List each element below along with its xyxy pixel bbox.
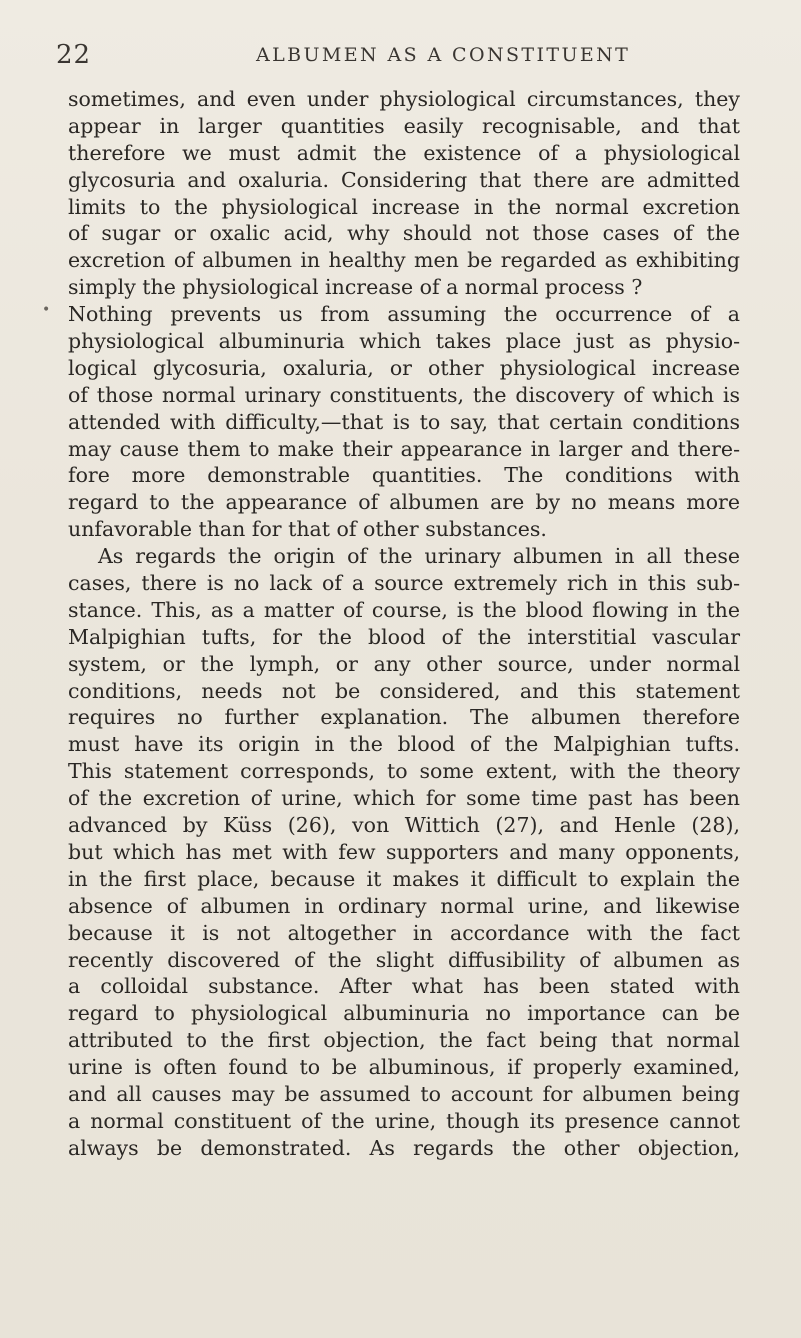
text-line: therefore we must admit the existence of a physiological — [68, 140, 740, 165]
text-line: a normal constituent of the urine, though its presence cannot — [68, 1108, 740, 1133]
text-line: conditions, needs not be considered, and this statement — [68, 678, 740, 703]
text-line: absence of albumen in ordinary normal urine, and likewise — [68, 893, 740, 918]
text-line: regard to the appearance of albumen are by no means more — [68, 490, 740, 515]
text-line: may cause them to make their appearance in larger and there- — [68, 436, 740, 461]
text-line: stance. This, as a matter of course, is the blood flowing in the — [68, 597, 740, 622]
page-number: 22 — [56, 40, 92, 70]
page-header — [0, 40, 801, 70]
text-line: regard to physiological albuminuria no importance can be — [68, 1001, 740, 1026]
body-text — [68, 86, 740, 1162]
running-head: ALBUMEN AS A CONSTITUENT — [256, 44, 631, 66]
text-line: cases, there is no lack of a source extremely rich in this sub- — [68, 571, 740, 596]
text-line: appear in larger quantities easily recognisable, and that — [68, 113, 740, 138]
text-line: must have its origin in the blood of the Malpighian tufts. — [68, 732, 740, 757]
text-line: logical glycosuria, oxaluria, or other physiological increase — [68, 355, 740, 380]
text-line: This statement corresponds, to some extent, with the theory — [68, 759, 740, 784]
text-line: a colloidal substance. After what has been stated with — [68, 974, 740, 999]
text-line: Nothing prevents us from assuming the occurrence of a — [68, 302, 740, 327]
text-line: and all causes may be assumed to account for albumen being — [68, 1081, 740, 1106]
text-line: unfavorable than for that of other substances. — [68, 517, 547, 542]
text-line: of the excretion of urine, which for some time past has been — [68, 786, 740, 811]
text-line: simply the physiological increase of a normal process ? — [68, 275, 643, 300]
text-line: Malpighian tufts, for the blood of the interstitial vascular — [68, 624, 740, 649]
text-line: because it is not altogether in accordance with the fact — [68, 920, 740, 945]
text-line: of sugar or oxalic acid, why should not those cases of the — [68, 221, 740, 246]
text-line: fore more demonstrable quantities. The conditions with — [68, 463, 740, 488]
text-line: physiological albuminuria which takes place just as physio- — [68, 329, 740, 354]
text-line: glycosuria and oxaluria. Considering that there are admitted — [68, 167, 740, 192]
text-line: of those normal urinary constituents, the discovery of which is — [68, 382, 740, 407]
text-line: but which has met with few supporters and many opponents, — [68, 839, 740, 864]
text-line: advanced by Küss (26), von Wittich (27), and Henle (28), — [68, 813, 740, 838]
text-line: attributed to the first objection, the fact being that normal — [68, 1028, 740, 1053]
text-line: excretion of albumen in healthy men be regarded as exhibiting — [68, 248, 740, 273]
text-line: attended with difficulty,—that is to say, that certain conditions — [68, 409, 740, 434]
text-line: urine is often found to be albuminous, if properly examined, — [68, 1055, 740, 1080]
margin-mark: • — [42, 302, 51, 318]
text-line: As regards the origin of the urinary albumen in all these — [98, 544, 740, 569]
text-line: limits to the physiological increase in the normal excretion — [68, 194, 740, 219]
text-line: system, or the lymph, or any other source, under normal — [68, 651, 740, 676]
text-line: recently discovered of the slight diffusibility of albumen as — [68, 947, 740, 972]
text-line: sometimes, and even under physiological circumstances, they — [68, 87, 740, 111]
text-line: in the first place, because it makes it difficult to explain the — [68, 866, 740, 891]
text-line: always be demonstrated. As regards the other objection, — [68, 1135, 740, 1160]
text-line: requires no further explanation. The albumen therefore — [68, 705, 740, 730]
